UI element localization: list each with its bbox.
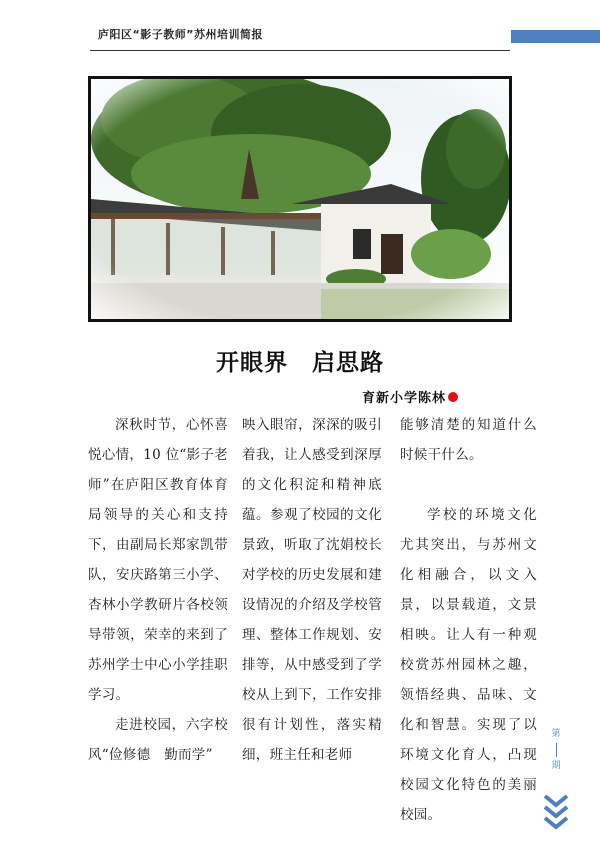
paragraph: 深秋时节，心怀喜悦心情，10 位“影子老师”在庐阳区教育体育局领导的关心和支持下，由副局长郑家凯带队，安庆路第三小学、杏林小学教研片各校领导带领，荣幸的来到了苏州学士中心小学挂职学习。	[88, 417, 228, 703]
paragraph: 走进校园，六字校风“俭修德 勤而学”	[88, 717, 228, 763]
newsletter-title: 庐阳区“影子教师”苏州培训简报	[98, 28, 263, 41]
photo-illustration	[91, 79, 509, 319]
article-column-2	[242, 410, 382, 770]
paragraph: 学校的环境文化尤其突出，与苏州文化相融合，以文入景，以景载道，文景相映。让人有一种观校赏苏州园林之趣，领悟经典、品味、文化和智慧。实现了以环境文化育人，凸现校园文化特色的美丽校园。	[400, 507, 537, 823]
issue-divider	[556, 743, 557, 757]
issue-label-left: 第	[551, 729, 561, 739]
article-byline	[362, 387, 458, 406]
article-column-1	[88, 410, 228, 770]
chevron-down-icon[interactable]	[543, 794, 569, 832]
article-title: 开眼界 启思路	[216, 350, 384, 376]
school-garden-photo	[88, 76, 512, 322]
paragraph-continued: 映入眼帘，深深的吸引着我，让人感受到深厚的文化积淀和精神底蕴。参观了校园的文化景致，听取了沈娟校长对学校的历史发展和建设情况的介绍及学校管理、整体工作规划、安排等，从中感受到了学校从上到下，工作安排很有计划性，落实精细，班主任和老师	[242, 417, 382, 763]
red-dot-icon	[448, 392, 458, 402]
header-accent-bar	[511, 30, 600, 43]
paragraph-continued: 能够清楚的知道什么时候干什么。	[400, 417, 537, 463]
author-name: 育新小学陈林	[361, 391, 446, 406]
issue-label-right: 期	[551, 761, 561, 771]
issue-number-label	[549, 728, 563, 772]
header-divider	[90, 50, 510, 51]
article-column-3	[400, 410, 537, 830]
